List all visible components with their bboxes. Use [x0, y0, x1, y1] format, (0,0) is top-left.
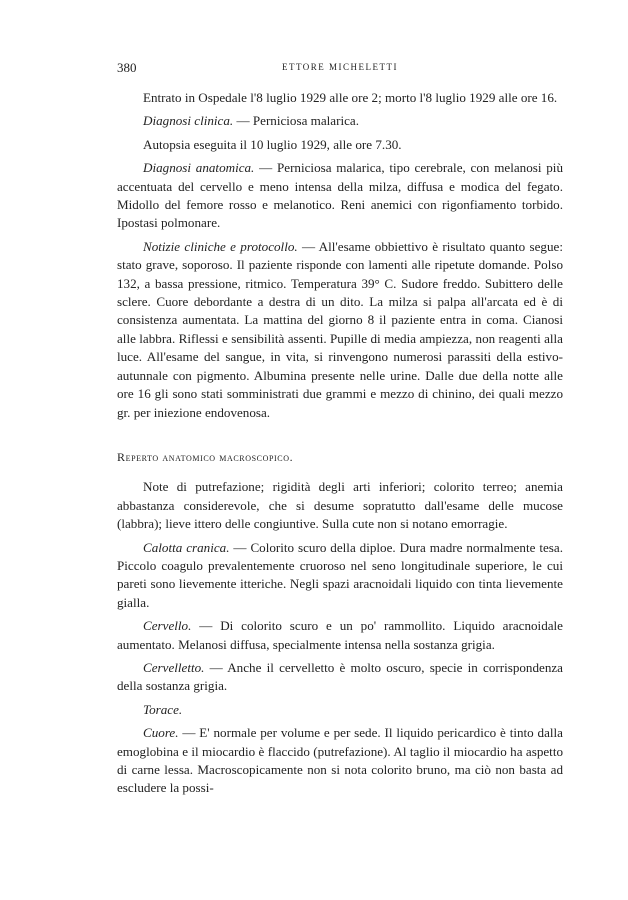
cerebellum-text: — Anche il cervelletto è molto oscuro, specie in corrispondenza della sostanza grigia.: [117, 659, 563, 694]
clinical-notes-text: — All'esame obbiettivo è risultato quanto segue: stato grave, soporoso. Il paziente risponde con lamenti alle ripetute domande. Polso 132, a bassa pressione, ritmico. Temperatura 39° C. Sudore freddo. Subittero delle sclere. Cuore debordante a destra di un dito. La milza si palpa all'arcata ed è di consistenza aumentata. La mattina del giorno 8 il paziente entra in coma. Cianosi alle labbra. Riflessi e sensibilità assenti. Pupille di media ampiezza, non reagenti alla luce. All'esame del sangue, in vita, si rinvengono numerosi parassiti della estivo-autunnale con pigmento. Albumina presente nelle urine. Dalle due della notte alle ore 16 gli sono stati somministrati due grammi e mezzo di chinino, dei quali mezzo gr. per iniezione endovenosa.: [117, 238, 563, 420]
anatomical-diagnosis-text: — Perniciosa malarica, tipo cerebrale, con melanosi più accentuata del cervello e meno intensa della milza, diffusa e modica del fegato. Midollo del femore rosso e melanotico. Reni anemici con rigonfiamento torbido. Ipostasi polmonare.: [117, 160, 563, 231]
heart-label: Cuore.: [143, 725, 179, 741]
brain-label: Cervello.: [143, 618, 192, 634]
paragraph-cerebellum: [117, 659, 563, 696]
brain-text: — Di colorito scuro e un po' rammollito. Liquido aracnoidale aumentato. Melanosi diffusa, specialmente intensa nella sostanza grigia.: [117, 618, 563, 652]
running-head: ETTORE MICHELETTI: [281, 62, 399, 72]
anatomical-diagnosis-label: Diagnosi anatomica.: [143, 160, 255, 176]
paragraph-brain: [117, 617, 563, 654]
paragraph-clinical-diagnosis: [117, 112, 563, 130]
cerebellum-label: Cervelletto.: [143, 659, 205, 675]
paragraph-thorax: [117, 701, 563, 719]
cranial-cap-text: — Colorito scuro della diploe. Dura madre normalmente tesa. Piccolo coagulo prevalentemente cruoroso nel seno longitudinale superiore, le cui pareti sono lievemente itteriche. Negli spazi aracnoidali liquido con tinta lievemente gialla.: [117, 539, 563, 610]
page-number: 380: [117, 60, 137, 75]
paragraph-autopsy: Autopsia eseguita il 10 luglio 1929, alle ore 7.30.: [143, 136, 402, 152]
clinical-diagnosis-text: — Perniciosa malarica.: [233, 113, 360, 129]
heart-text: — E' normale per volume e per sede. Il liquido pericardico è tinto dalla emoglobina e il miocardio è flaccido (putrefazione). Al taglio il miocardio ha aspetto di carne lessa. Macroscopicamente non si nota colorito bruno, ma ciò non basta ad escludere la possi-: [117, 725, 563, 796]
clinical-notes-label: Notizie cliniche e protocollo.: [143, 238, 298, 254]
body-text: [117, 89, 563, 798]
thorax-label: Torace.: [143, 701, 183, 717]
cranial-cap-label: Calotta cranica.: [143, 539, 230, 555]
paragraph-anatomical-diagnosis: [117, 159, 563, 233]
paragraph-admission: Entrato in Ospedale l'8 luglio 1929 alle ore 2; morto l'8 luglio 1929 alle ore 16.: [143, 90, 558, 105]
paragraph-heart: [117, 724, 563, 798]
clinical-diagnosis-label: Diagnosi clinica.: [143, 113, 234, 129]
paragraph-cranial-cap: [117, 539, 563, 613]
paragraph-clinical-notes: [117, 238, 563, 422]
page-header: [117, 60, 563, 76]
section-heading: Reperto anatomico macroscopico.: [117, 449, 294, 464]
paragraph-general-findings: Note di putrefazione; rigidità degli arti inferiori; colorito terreo; anemia abbastanza considerevole, che si desume sopratutto dall'esame delle mucose (labbra); lieve ittero delle congiuntive. Sulla cute non si notano emorragie.: [117, 479, 563, 532]
